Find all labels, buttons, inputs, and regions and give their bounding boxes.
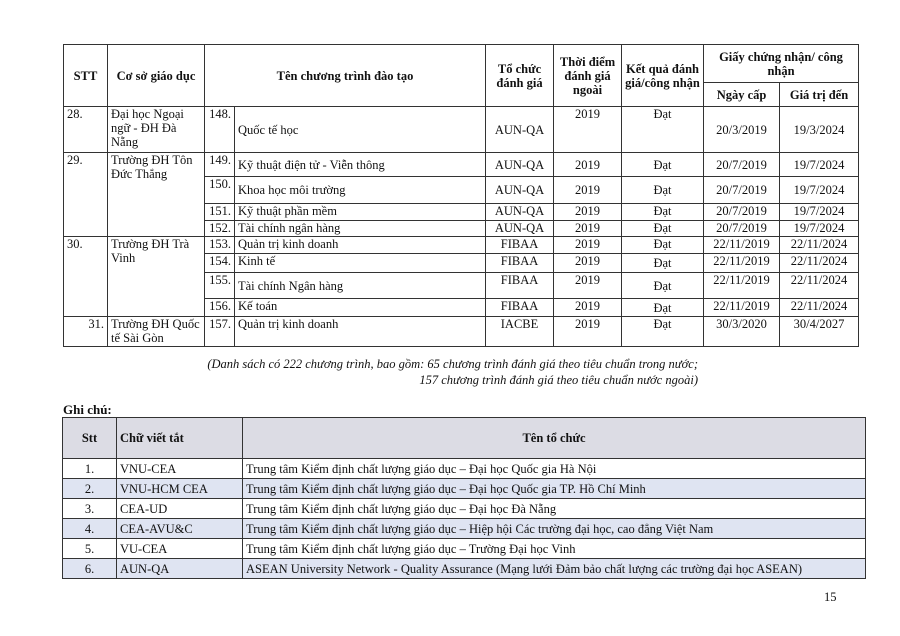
program-valid: 22/11/2024 (780, 273, 859, 299)
program-year: 2019 (554, 254, 622, 273)
header-to-chuc: Tổ chức đánh giá (486, 45, 554, 107)
program-issued: 20/7/2019 (704, 177, 780, 204)
program-org: AUN-QA (486, 153, 554, 177)
header-abbreviation: Chữ viết tắt (117, 418, 243, 459)
table-row (64, 237, 859, 254)
accreditation-table (63, 44, 859, 347)
program-valid: 19/7/2024 (780, 204, 859, 221)
row-stt: 2. (63, 479, 117, 499)
program-result: Đạt (622, 299, 704, 317)
program-result: Đạt (622, 221, 704, 237)
program-no: 149. (205, 153, 235, 177)
program-valid: 19/7/2024 (780, 177, 859, 204)
program-org: FIBAA (486, 273, 554, 299)
program-org: FIBAA (486, 254, 554, 273)
program-no: 148. (205, 107, 235, 153)
summary-note (200, 356, 698, 388)
program-name: Tài chính Ngân hàng (235, 273, 486, 299)
program-result: Đạt (622, 237, 704, 254)
notes-title: Ghi chú: (63, 402, 112, 417)
program-year: 2019 (554, 177, 622, 204)
program-name: Tài chính ngân hàng (235, 221, 486, 237)
program-no: 153. (205, 237, 235, 254)
summary-note-line-2: 157 chương trình đánh giá theo tiêu chuẩn nước ngoài) (419, 373, 698, 387)
program-valid: 22/11/2024 (780, 299, 859, 317)
group-school: Trường ĐH Tôn Đức Thắng (108, 153, 205, 237)
program-name: Kế toán (235, 299, 486, 317)
program-valid: 19/3/2024 (780, 107, 859, 153)
row-org-name: Trung tâm Kiểm định chất lượng giáo dục – Hiệp hội Các trường đại học, cao đẳng Việt Nam (243, 519, 866, 539)
program-name: Quốc tế học (235, 107, 486, 153)
program-org: AUN-QA (486, 107, 554, 153)
program-issued: 22/11/2019 (704, 273, 780, 299)
program-org: AUN-QA (486, 221, 554, 237)
row-org-name: Trung tâm Kiểm định chất lượng giáo dục – Đại học Đà Nẵng (243, 499, 866, 519)
program-name: Quản trị kinh doanh (235, 317, 486, 347)
row-abbreviation: AUN-QA (117, 559, 243, 579)
program-result: Đạt (622, 177, 704, 204)
header-stt: Stt (63, 418, 117, 459)
program-valid: 30/4/2027 (780, 317, 859, 347)
program-issued: 20/7/2019 (704, 221, 780, 237)
program-org: FIBAA (486, 299, 554, 317)
table-row (63, 539, 866, 559)
row-org-name: Trung tâm Kiểm định chất lượng giáo dục – Trường Đại học Vinh (243, 539, 866, 559)
program-issued: 20/3/2019 (704, 107, 780, 153)
row-abbreviation: VU-CEA (117, 539, 243, 559)
program-year: 2019 (554, 153, 622, 177)
summary-note-line-1: (Danh sách có 222 chương trình, bao gồm: 65 chương trình đánh giá theo tiêu chuẩn trong nước; (207, 357, 698, 371)
row-abbreviation: CEA-AVU&C (117, 519, 243, 539)
program-org: AUN-QA (486, 204, 554, 221)
header-ngay-cap: Ngày cấp (704, 83, 780, 107)
row-stt: 3. (63, 499, 117, 519)
program-no: 157. (205, 317, 235, 347)
row-org-name: Trung tâm Kiểm định chất lượng giáo dục – Đại học Quốc gia TP. Hồ Chí Minh (243, 479, 866, 499)
header-ket-qua: Kết quả đánh giá/công nhận (622, 45, 704, 107)
header-org-name: Tên tổ chức (243, 418, 866, 459)
program-no: 151. (205, 204, 235, 221)
program-year: 2019 (554, 221, 622, 237)
program-valid: 19/7/2024 (780, 221, 859, 237)
table-row (64, 317, 859, 347)
program-year: 2019 (554, 204, 622, 221)
program-year: 2019 (554, 317, 622, 347)
group-stt: 31. (64, 317, 108, 347)
program-name: Kỹ thuật phần mềm (235, 204, 486, 221)
row-stt: 1. (63, 459, 117, 479)
row-org-name: Trung tâm Kiểm định chất lượng giáo dục – Đại học Quốc gia Hà Nội (243, 459, 866, 479)
program-no: 155. (205, 273, 235, 299)
program-name: Kinh tế (235, 254, 486, 273)
program-no: 150. (205, 177, 235, 204)
header-co-so: Cơ sở giáo dục (108, 45, 205, 107)
program-result: Đạt (622, 107, 704, 153)
program-issued: 22/11/2019 (704, 237, 780, 254)
program-year: 2019 (554, 237, 622, 254)
program-name: Khoa học môi trường (235, 177, 486, 204)
program-org: FIBAA (486, 237, 554, 254)
table-row (63, 519, 866, 539)
header-giay-chung-nhan: Giấy chứng nhận/ công nhận (704, 45, 859, 83)
program-issued: 20/7/2019 (704, 204, 780, 221)
row-org-name: ASEAN University Network - Quality Assurance (Mạng lưới Đảm bảo chất lượng các trường đại học ASEAN) (243, 559, 866, 579)
program-result: Đạt (622, 153, 704, 177)
table-row (64, 107, 859, 153)
row-stt: 5. (63, 539, 117, 559)
table-row (63, 479, 866, 499)
program-issued: 30/3/2020 (704, 317, 780, 347)
program-year: 2019 (554, 107, 622, 153)
program-issued: 20/7/2019 (704, 153, 780, 177)
header-ten-chuong-trinh: Tên chương trình đào tạo (205, 45, 486, 107)
row-stt: 6. (63, 559, 117, 579)
header-stt: STT (64, 45, 108, 107)
table-row (63, 559, 866, 579)
program-year: 2019 (554, 299, 622, 317)
program-result: Đạt (622, 317, 704, 347)
program-org: IACBE (486, 317, 554, 347)
program-valid: 19/7/2024 (780, 153, 859, 177)
group-stt: 29. (64, 153, 108, 237)
program-issued: 22/11/2019 (704, 299, 780, 317)
program-no: 156. (205, 299, 235, 317)
row-abbreviation: CEA-UD (117, 499, 243, 519)
program-name: Quản trị kinh doanh (235, 237, 486, 254)
program-result: Đạt (622, 204, 704, 221)
row-abbreviation: VNU-HCM CEA (117, 479, 243, 499)
program-no: 152. (205, 221, 235, 237)
table-row (64, 153, 859, 177)
group-school: Đại học Ngoại ngữ - ĐH Đà Nẵng (108, 107, 205, 153)
header-thoi-diem: Thời điểm đánh giá ngoài (554, 45, 622, 107)
header-gia-tri: Giá trị đến (780, 83, 859, 107)
row-stt: 4. (63, 519, 117, 539)
table-row (63, 499, 866, 519)
program-valid: 22/11/2024 (780, 237, 859, 254)
group-school: Trường ĐH Quốc tế Sài Gòn (108, 317, 205, 347)
group-stt: 30. (64, 237, 108, 317)
program-year: 2019 (554, 273, 622, 299)
program-no: 154. (205, 254, 235, 273)
program-issued: 22/11/2019 (704, 254, 780, 273)
row-abbreviation: VNU-CEA (117, 459, 243, 479)
program-result: Đạt (622, 254, 704, 273)
table-row (63, 459, 866, 479)
group-stt: 28. (64, 107, 108, 153)
abbreviations-table (62, 417, 866, 579)
page-number: 15 (824, 590, 837, 604)
program-result: Đạt (622, 273, 704, 299)
program-org: AUN-QA (486, 177, 554, 204)
program-valid: 22/11/2024 (780, 254, 859, 273)
group-school: Trường ĐH Trà Vinh (108, 237, 205, 317)
program-name: Kỹ thuật điện tử - Viễn thông (235, 153, 486, 177)
